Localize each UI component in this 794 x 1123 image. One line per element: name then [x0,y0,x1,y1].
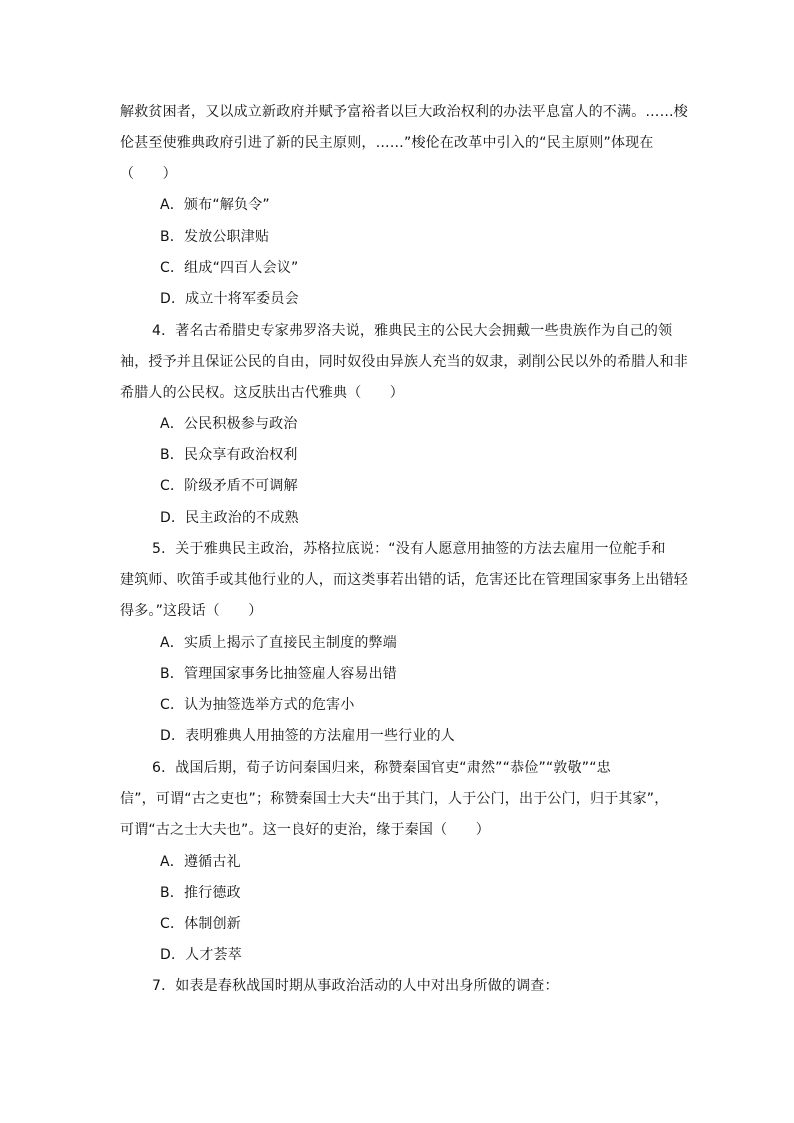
q3-option-a: A．颁布“解负令” [160,197,270,213]
q5-text-line-1: 5．关于雅典民主政治，苏格拉底说：“没有人愿意用抽签的方法去雇用一位舵手和 [152,541,666,557]
q6-option-b: B．推行德政 [160,885,241,901]
q6-text-line-1: 6．战国后期，荀子访问秦国归来，称赞秦国官吏“肃然”“恭俭”“敦敬”“忠 [152,760,611,776]
q3-text-line-2: 伦甚至使雅典政府引进了新的民主原则，……”梭伦在改革中引入的“民主原则”体现在 [120,135,654,151]
q3-text-line-3: （ ） [120,166,177,182]
q6-text-line-2: 信”，可谓“古之吏也”；称赞秦国士大夫“出于其门，人于公门，出于公门，归于其家”， [120,791,669,807]
q4-text-line-2: 袖，授予并且保证公民的自由，同时奴役由异族人充当的奴隶，剥削公民以外的希腊人和非 [120,354,688,370]
q6-option-c: C．体制创新 [160,916,241,932]
q6-option-a: A．遵循古礼 [160,854,241,870]
q3-option-c: C．组成“四百人会议” [160,260,299,276]
q6-text-line-3: 可谓“古之士大夫也”。这一良好的吏治，缘于秦国（ ） [120,822,490,838]
q5-option-b: B．管理国家事务比抽签雇人容易出错 [160,666,398,682]
q4-text-line-3: 希腊人的公民权。这反肤出古代雅典（ ） [120,385,404,401]
q5-text-line-3: 得多。”这段话（ ） [120,603,263,619]
q4-option-b: B．民众享有政治权利 [160,447,298,463]
q5-option-c: C．认为抽签选举方式的危害小 [160,697,355,713]
q5-text-line-2: 建筑师、吹笛手或其他行业的人，而这类事若出错的话，危害还比在管理国家事务上出错轻 [120,572,688,588]
q4-text-line-1: 4．著名古希腊史专家弗罗洛夫说，雅典民主的公民大会拥戴一些贵族作为自己的领 [152,323,673,339]
q7-text-line-1: 7．如表是春秋战国时期从事政治活动的人中对出身所做的调查： [152,978,559,994]
q3-text-line-1: 解救贫困者，又以成立新政府并赋予富裕者以巨大政治权利的办法平息富人的不满。……梭 [120,104,688,120]
q4-option-a: A．公民积极参与政治 [160,416,298,432]
q3-option-d: D．成立十将军委员会 [160,291,299,307]
q4-option-c: C．阶级矛盾不可调解 [160,478,298,494]
q6-option-d: D．人才荟萃 [160,947,242,963]
q4-option-d: D．民主政治的不成熟 [160,510,299,526]
q5-option-a: A．实质上揭示了直接民主制度的弊端 [160,635,397,651]
q5-option-d: D．表明雅典人用抽签的方法雇用一些行业的人 [160,728,455,744]
q3-option-b: B．发放公职津贴 [160,229,270,245]
